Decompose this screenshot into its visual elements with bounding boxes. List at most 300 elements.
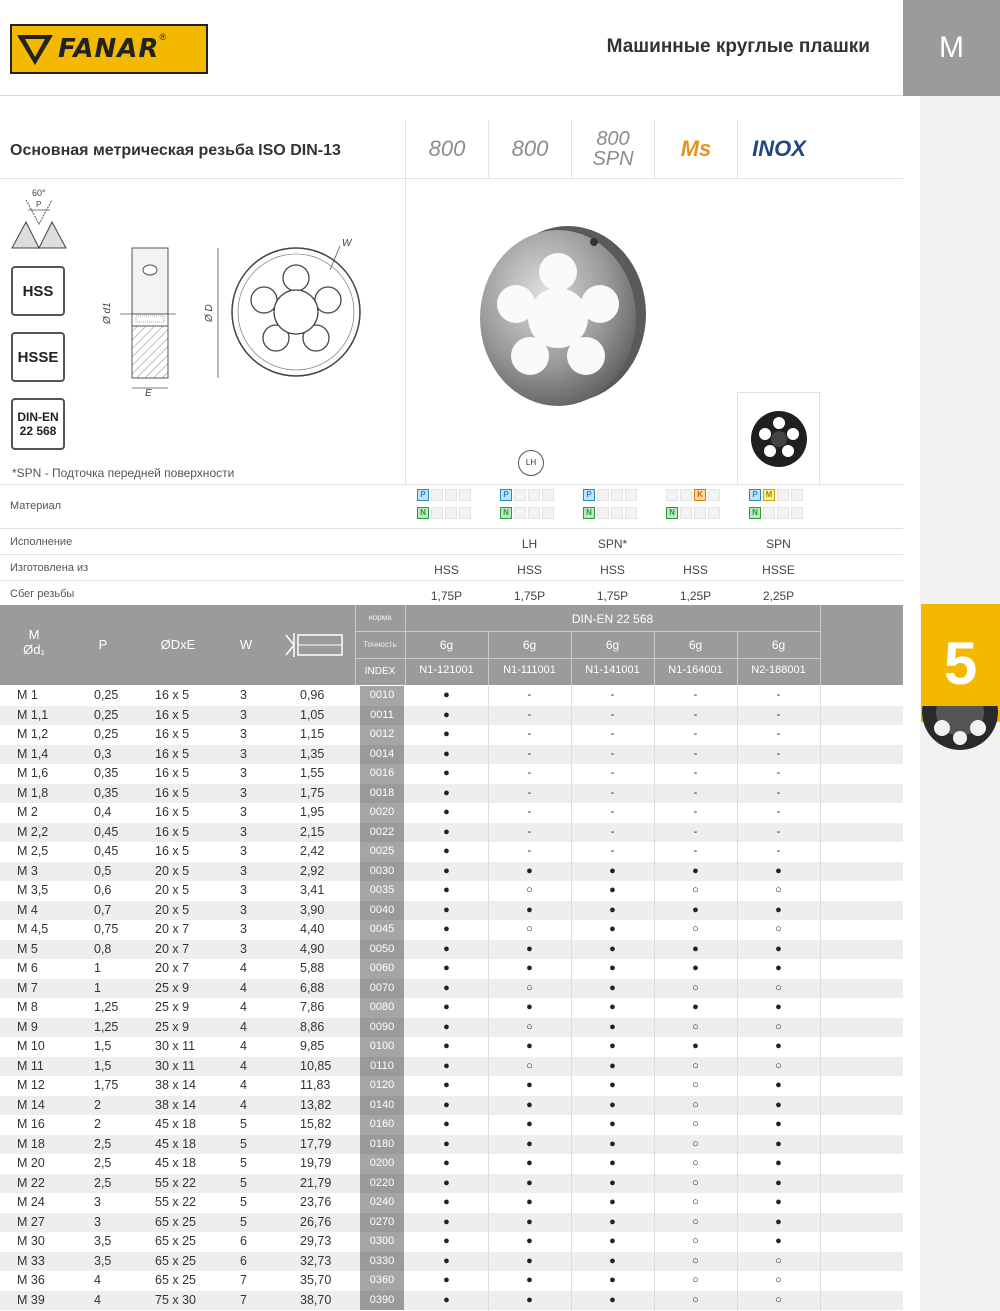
thread-size-cell: M 2,2 [17, 824, 49, 839]
availability-mark: ● [609, 923, 616, 935]
dxe-cell: 25 x 9 [155, 1019, 190, 1034]
thread-size-cell: M 3,5 [17, 883, 49, 897]
availability-mark: - [776, 845, 781, 857]
w-cell: 3 [240, 785, 247, 800]
availability-mark: - [527, 845, 532, 857]
tolerance-value: 6g [522, 638, 537, 652]
pitch-cell: 2,5 [94, 1156, 112, 1170]
table-row [0, 842, 903, 862]
availability-mark: ● [609, 1059, 616, 1072]
material-empty-badge [597, 489, 609, 501]
material-empty-badge [611, 489, 623, 501]
thread-size-cell: M 18 [17, 1136, 45, 1151]
pitch-cell: 0,6 [94, 883, 112, 897]
runout-cell: 15,82 [300, 1117, 332, 1131]
brand-label: 800 [428, 136, 466, 161]
availability-mark: - [527, 689, 532, 701]
availability-mark: - [610, 767, 615, 779]
norm-label: норма [368, 613, 392, 622]
made-from-value: HSS [434, 563, 459, 577]
pitch-cell: 0,25 [94, 688, 119, 702]
brand-label: INOX [752, 136, 806, 161]
thread-size-cell: M 3 [17, 863, 38, 878]
dxe-cell: 20 x 5 [155, 902, 190, 917]
material-empty-badge [459, 507, 471, 519]
table-row [0, 940, 903, 960]
table-row [0, 1076, 903, 1096]
table-row [0, 803, 903, 823]
w-cell: 5 [240, 1175, 247, 1190]
dxe-cell: 25 x 9 [155, 1000, 190, 1014]
pitch-cell: 0,25 [94, 707, 119, 722]
w-cell: 6 [240, 1234, 247, 1248]
availability-mark: ● [443, 708, 450, 721]
availability-mark: ● [443, 1098, 450, 1111]
table-row [0, 881, 903, 901]
pitch-cell: 0,45 [94, 824, 119, 839]
runout-cell: 3,41 [300, 883, 325, 897]
availability-mark: ● [526, 1118, 533, 1130]
brand-ms [654, 120, 737, 178]
availability-mark: ● [609, 1020, 616, 1033]
left-hand-thread-icon [518, 450, 544, 476]
material-k-badge: K [694, 489, 706, 501]
thread-size-cell: M 4,5 [17, 922, 49, 936]
availability-mark: ● [443, 1176, 450, 1189]
runout-cell: 1,15 [300, 727, 325, 741]
runout-cell: 2,42 [300, 844, 325, 858]
table-row [0, 1018, 903, 1038]
table-row [0, 1174, 903, 1194]
pitch-cell: 4 [94, 1292, 101, 1307]
availability-mark: - [610, 708, 615, 721]
index-cell: 0300 [360, 1232, 404, 1252]
thread-size-cell: M 27 [17, 1214, 45, 1229]
divider [820, 605, 821, 685]
w-cell: 4 [240, 961, 247, 975]
made-from-value: HSS [600, 563, 625, 577]
availability-mark: ● [609, 1176, 616, 1189]
runout-cell: 6,88 [300, 980, 325, 995]
material-cell [417, 489, 471, 525]
table-row [0, 1096, 903, 1116]
spec-title: Основная метрическая резьба ISO DIN-13 [10, 142, 341, 159]
w-cell: 3 [240, 746, 247, 761]
table-row [0, 1037, 903, 1057]
availability-mark: - [693, 806, 698, 818]
dim-e-label: E [145, 388, 152, 396]
col-m-header [14, 627, 54, 657]
made-from-value: HSSE [762, 563, 795, 577]
thread-size-cell: M 24 [17, 1195, 45, 1209]
availability-mark: ○ [775, 1059, 782, 1072]
brand-800-b [488, 120, 571, 178]
divider [488, 686, 489, 1311]
availability-mark: ● [775, 1176, 782, 1189]
availability-mark: - [527, 786, 532, 799]
dxe-cell: 16 x 5 [155, 746, 190, 761]
material-empty-badge [431, 507, 443, 519]
divider [355, 605, 356, 685]
index-cell: 0060 [360, 959, 404, 979]
availability-mark: ● [526, 1196, 533, 1208]
die-photo-icon [468, 222, 648, 412]
availability-mark: ● [443, 962, 450, 974]
pitch-cell: 0,3 [94, 746, 112, 761]
inox-photo-box [737, 392, 820, 484]
thread-size-cell: M 9 [17, 1019, 38, 1034]
runout-cell: 17,79 [300, 1136, 332, 1151]
availability-mark: ● [609, 864, 616, 877]
col-w-header: W [239, 637, 253, 652]
availability-mark: ● [443, 1118, 450, 1130]
table-row [0, 920, 903, 940]
brand-800-a [405, 120, 488, 178]
pitch-cell: 0,7 [94, 902, 112, 917]
availability-mark: ○ [692, 1020, 699, 1033]
w-cell: 4 [240, 1019, 247, 1034]
runout-cell: 2,92 [300, 863, 325, 878]
table-row [0, 979, 903, 999]
availability-mark: ● [775, 864, 782, 877]
w-cell: 3 [240, 688, 247, 702]
availability-mark: ● [692, 1040, 699, 1052]
availability-mark: ● [443, 806, 450, 818]
availability-mark: ● [443, 923, 450, 935]
thread-size-cell: M 1,6 [17, 766, 49, 780]
availability-mark: ○ [692, 1254, 699, 1267]
thread-size-cell: M 12 [17, 1078, 45, 1092]
availability-mark: - [610, 689, 615, 701]
brand-label: 800 [596, 128, 630, 150]
availability-mark: ● [443, 786, 450, 799]
availability-mark: ● [775, 1235, 782, 1247]
material-empty-badge [528, 507, 540, 519]
index-cell: 0160 [360, 1115, 404, 1135]
material-empty-badge [625, 507, 637, 519]
availability-mark: - [693, 728, 698, 740]
dxe-cell: 16 x 5 [155, 844, 190, 858]
lh-icon-label: LH [525, 458, 537, 467]
material-empty-badge [666, 489, 678, 501]
pitch-cell: 0,5 [94, 863, 112, 878]
dim-d-label: Ø D [204, 304, 215, 322]
availability-mark: ○ [692, 1215, 699, 1228]
availability-mark: ● [526, 1176, 533, 1189]
index-cell: 0090 [360, 1018, 404, 1038]
thread-size-cell: M 1 [17, 688, 38, 702]
material-p-badge: P [417, 489, 429, 501]
dxe-cell: 38 x 14 [155, 1097, 197, 1112]
w-cell: 7 [240, 1292, 247, 1307]
runout-cell: 4,40 [300, 922, 325, 936]
availability-mark: ● [609, 962, 616, 974]
availability-mark: - [776, 825, 781, 838]
availability-mark: - [693, 747, 698, 760]
index-cell: 0014 [360, 745, 404, 765]
material-empty-badge [680, 507, 692, 519]
w-cell: 7 [240, 1273, 247, 1287]
pitch-cell: 2,5 [94, 1175, 112, 1190]
w-cell: 3 [240, 805, 247, 819]
availability-mark: ○ [692, 884, 699, 896]
availability-mark: ● [443, 1020, 450, 1033]
index-cell: 0120 [360, 1076, 404, 1096]
runout-value: 1,25P [679, 589, 712, 603]
availability-mark: ● [609, 1079, 616, 1091]
availability-mark: ○ [775, 1020, 782, 1033]
material-p-badge: P [500, 489, 512, 501]
badge-din-en: DIN-EN 22 568 [11, 398, 65, 450]
thread-size-cell: M 39 [17, 1292, 45, 1307]
w-cell: 5 [240, 1136, 247, 1151]
badge-hss: HSS [11, 266, 65, 316]
material-n-badge: N [749, 507, 761, 519]
availability-mark: ○ [692, 1157, 699, 1169]
availability-mark: - [527, 825, 532, 838]
availability-mark: ● [775, 1196, 782, 1208]
runout-cell: 4,90 [300, 941, 325, 956]
availability-mark: ● [443, 825, 450, 838]
availability-mark: ● [443, 1196, 450, 1208]
runout-cell: 1,75 [300, 785, 325, 800]
table-row [0, 1135, 903, 1155]
product-photo-area [405, 178, 903, 484]
dxe-cell: 16 x 5 [155, 805, 190, 819]
availability-mark: ● [692, 903, 699, 916]
material-p-badge: P [749, 489, 761, 501]
index-cell: 0220 [360, 1174, 404, 1194]
availability-mark: - [776, 747, 781, 760]
availability-mark: ● [526, 1001, 533, 1013]
runout-cell: 3,90 [300, 902, 325, 917]
runout-cell: 13,82 [300, 1097, 332, 1112]
badge-hsse: HSSE [11, 332, 65, 382]
pitch-cell: 0,25 [94, 727, 119, 741]
availability-mark: ● [609, 1098, 616, 1111]
dxe-cell: 55 x 22 [155, 1195, 197, 1209]
availability-mark: ● [775, 1040, 782, 1052]
availability-mark: ○ [692, 1059, 699, 1072]
availability-mark: ○ [692, 923, 699, 935]
chapter-tab[interactable]: 5 [921, 604, 1000, 722]
availability-mark: ● [609, 1118, 616, 1130]
availability-mark: - [527, 767, 532, 779]
dxe-cell: 45 x 18 [155, 1117, 197, 1131]
w-cell: 3 [240, 844, 247, 858]
table-row [0, 1057, 903, 1077]
material-n-badge: N [500, 507, 512, 519]
availability-mark: - [527, 806, 532, 818]
runout-value: 1,75P [596, 589, 629, 603]
availability-mark: ○ [692, 1098, 699, 1111]
runout-cell: 9,85 [300, 1039, 325, 1053]
dxe-cell: 30 x 11 [155, 1039, 196, 1053]
table-row [0, 1232, 903, 1252]
thread-size-cell: M 10 [17, 1039, 45, 1053]
index-cell: 0040 [360, 901, 404, 921]
divider [737, 686, 738, 1311]
material-label: Материал [10, 500, 61, 512]
made-from-value: HSS [517, 563, 542, 577]
availability-mark: ● [526, 903, 533, 916]
availability-mark: - [693, 786, 698, 799]
availability-mark: - [776, 806, 781, 818]
availability-mark: ○ [775, 923, 782, 935]
availability-mark: - [693, 708, 698, 721]
w-cell: 4 [240, 1058, 247, 1073]
availability-mark: ● [526, 864, 533, 877]
availability-mark: ● [526, 1040, 533, 1052]
w-cell: 3 [240, 941, 247, 956]
availability-mark: ● [443, 1235, 450, 1247]
page-title: Машинные круглые плашки [606, 36, 870, 57]
index-cell: 0022 [360, 823, 404, 843]
w-cell: 5 [240, 1195, 247, 1209]
availability-mark: ● [609, 1293, 616, 1306]
pitch-cell: 2,5 [94, 1136, 112, 1151]
availability-mark: ● [443, 747, 450, 760]
availability-mark: ● [526, 942, 533, 955]
material-empty-badge [542, 489, 554, 501]
index-label: INDEX [364, 666, 396, 677]
availability-mark: ● [443, 884, 450, 896]
table-row [0, 823, 903, 843]
brand-800-spn [571, 120, 654, 178]
tolerance-value: 6g [605, 638, 620, 652]
material-empty-badge [763, 507, 775, 519]
availability-mark: ● [526, 1254, 533, 1267]
tolerance-value: 6g [771, 638, 786, 652]
dxe-cell: 65 x 25 [155, 1214, 197, 1229]
thread-size-cell: M 1,8 [17, 785, 49, 800]
availability-mark: - [776, 767, 781, 779]
availability-mark: ○ [775, 884, 782, 896]
w-cell: 4 [240, 980, 247, 995]
availability-mark: ● [526, 1235, 533, 1247]
thread-size-cell: M 20 [17, 1156, 45, 1170]
availability-mark: - [527, 728, 532, 740]
availability-mark: - [527, 747, 532, 760]
table-row [0, 1115, 903, 1135]
availability-mark: ○ [526, 981, 533, 994]
section-tab-m[interactable]: M [903, 0, 1000, 96]
table-row [0, 706, 903, 726]
availability-mark: - [776, 728, 781, 740]
availability-mark: ○ [692, 1176, 699, 1189]
index-cell: 0050 [360, 940, 404, 960]
pitch-cell: 0,35 [94, 766, 119, 780]
availability-mark: ○ [692, 1137, 699, 1150]
availability-mark: ● [775, 1079, 782, 1091]
runout-cell: 1,55 [300, 766, 325, 780]
pitch-cell: 4 [94, 1273, 101, 1287]
pitch-cell: 0,45 [94, 844, 119, 858]
availability-mark: ● [775, 1118, 782, 1130]
availability-mark: ● [526, 1079, 533, 1091]
dim-w-label: W [342, 238, 352, 249]
material-empty-badge [791, 507, 803, 519]
material-empty-badge [445, 489, 457, 501]
index-cell: 0390 [360, 1291, 404, 1311]
dxe-cell: 55 x 22 [155, 1175, 197, 1190]
material-p-badge: P [583, 489, 595, 501]
dxe-cell: 16 x 5 [155, 727, 190, 741]
pitch-cell: 0,4 [94, 805, 112, 819]
availability-mark: ● [609, 1157, 616, 1169]
availability-mark: - [610, 806, 615, 818]
material-empty-badge [694, 507, 706, 519]
availability-mark: ● [609, 981, 616, 994]
inox-die-icon [920, 706, 1000, 754]
w-cell: 5 [240, 1156, 247, 1170]
dxe-cell: 16 x 5 [155, 824, 190, 839]
material-empty-badge [777, 507, 789, 519]
availability-mark: - [693, 825, 698, 838]
table-row [0, 998, 903, 1018]
material-empty-badge [777, 489, 789, 501]
material-empty-badge [431, 489, 443, 501]
availability-mark: ○ [526, 923, 533, 935]
dxe-cell: 16 x 5 [155, 785, 190, 800]
spec-section [0, 120, 903, 605]
table-row [0, 725, 903, 745]
availability-mark: ○ [775, 1274, 782, 1286]
availability-mark: ● [443, 1293, 450, 1306]
availability-mark: - [610, 825, 615, 838]
dxe-cell: 25 x 9 [155, 980, 190, 995]
availability-mark: ● [443, 903, 450, 916]
pitch-cell: 2 [94, 1117, 101, 1131]
brand-label: Ms [680, 136, 712, 161]
availability-mark: ● [775, 962, 782, 974]
material-empty-badge [708, 507, 720, 519]
material-cell [583, 489, 637, 525]
w-cell: 3 [240, 922, 247, 936]
w-cell: 3 [240, 863, 247, 878]
availability-mark: ● [609, 1040, 616, 1052]
availability-mark: ○ [775, 981, 782, 994]
made-from-value: HSS [683, 563, 708, 577]
thread-size-cell: M 1,4 [17, 746, 49, 761]
angle-label: 60° [32, 188, 46, 198]
table-row [0, 1213, 903, 1233]
availability-mark: ● [526, 1098, 533, 1111]
index-code: N2-188001 [751, 664, 806, 676]
material-n-badge: N [417, 507, 429, 519]
w-cell: 3 [240, 902, 247, 917]
norm-value: DIN-EN 22 568 [571, 612, 654, 626]
availability-mark: - [610, 728, 615, 740]
execution-value: SPN* [597, 537, 628, 551]
w-cell: 6 [240, 1253, 247, 1268]
w-cell: 3 [240, 883, 247, 897]
pitch-cell: 3,5 [94, 1253, 112, 1268]
dxe-cell: 65 x 25 [155, 1234, 197, 1248]
index-code: N1-164001 [668, 664, 723, 676]
runout-cell: 21,79 [300, 1175, 332, 1190]
availability-mark: ○ [692, 1274, 699, 1286]
material-empty-badge [611, 507, 623, 519]
thread-size-cell: M 4 [17, 902, 38, 917]
pitch-label: P [36, 200, 42, 209]
runout-row [0, 580, 903, 606]
pitch-cell: 1 [94, 980, 101, 995]
execution-value: SPN [766, 537, 791, 551]
inox-die-photo-icon [748, 409, 810, 474]
availability-mark: ● [775, 1157, 782, 1169]
runout-cell: 29,73 [300, 1234, 332, 1248]
